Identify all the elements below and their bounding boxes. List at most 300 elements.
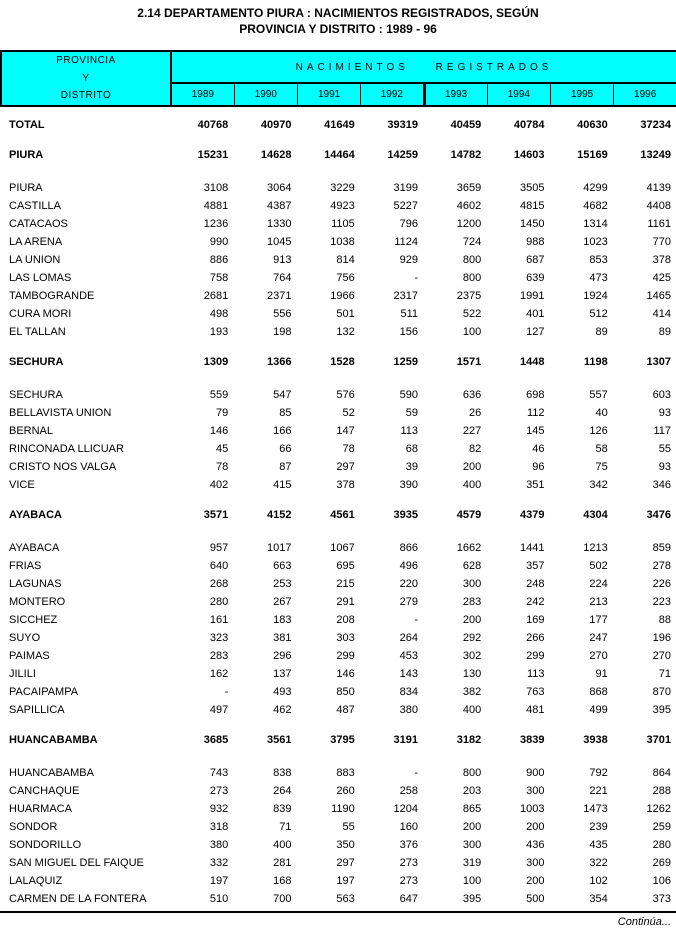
cell-value: 113 xyxy=(526,668,545,680)
cell-value: 496 xyxy=(399,560,418,572)
cell-value: 41649 xyxy=(324,119,355,131)
cell-value: 3571 xyxy=(203,509,229,521)
cell-value: 453 xyxy=(399,650,418,662)
cell-value: 402 xyxy=(209,479,229,491)
district-row xyxy=(0,701,676,719)
cell-value: 264 xyxy=(273,785,292,797)
cell-value: 373 xyxy=(652,893,671,905)
cell-value: 4139 xyxy=(646,182,671,194)
cell-value: 37234 xyxy=(640,119,671,131)
cell-value: 4304 xyxy=(583,509,608,521)
cell-value: 357 xyxy=(526,560,545,572)
cell-value: 1441 xyxy=(520,542,545,554)
cell-value: 547 xyxy=(273,389,292,401)
cell-value: 258 xyxy=(399,785,418,797)
cell-value: 78 xyxy=(216,461,229,473)
cell-value: 395 xyxy=(462,893,482,905)
cell-value: 270 xyxy=(589,650,608,662)
cell-value: 280 xyxy=(209,596,229,608)
cell-value: 93 xyxy=(658,461,671,473)
cell-value: 868 xyxy=(589,686,608,698)
cell-value: 512 xyxy=(589,308,608,320)
cell-value: 100 xyxy=(462,326,482,338)
cell-value: 143 xyxy=(399,668,418,680)
cell-value: 3229 xyxy=(330,182,355,194)
cell-value: 227 xyxy=(462,425,482,437)
cell-value: 59 xyxy=(405,407,418,419)
cell-value: 273 xyxy=(399,875,418,887)
cell-value: 3685 xyxy=(203,734,229,746)
cell-value: 695 xyxy=(336,560,355,572)
cell-value: 1473 xyxy=(583,803,608,815)
cell-value: 1465 xyxy=(646,290,671,302)
row-label: LA ARENA xyxy=(9,236,63,248)
cell-value: 1259 xyxy=(393,356,418,368)
row-label: SECHURA xyxy=(9,389,63,401)
district-row xyxy=(0,872,676,890)
cell-value: 493 xyxy=(273,686,292,698)
cell-value: 302 xyxy=(462,650,482,662)
cell-value: 146 xyxy=(209,425,229,437)
cell-value: 834 xyxy=(399,686,418,698)
cell-value: 687 xyxy=(526,254,545,266)
cell-value: 988 xyxy=(526,236,545,248)
cell-value: 838 xyxy=(273,767,292,779)
cell-value: 4299 xyxy=(583,182,608,194)
cell-value: 758 xyxy=(209,272,229,284)
row-label: CURA MORI xyxy=(9,308,72,320)
cell-value: - xyxy=(414,767,418,779)
cell-value: 3108 xyxy=(203,182,229,194)
cell-value: 242 xyxy=(526,596,545,608)
row-label: VICE xyxy=(9,479,35,491)
cell-value: 318 xyxy=(209,821,229,833)
cell-value: 200 xyxy=(462,461,482,473)
district-row xyxy=(0,629,676,647)
cell-value: 46 xyxy=(532,443,545,455)
district-row xyxy=(0,323,676,341)
row-label: JILILI xyxy=(9,668,36,680)
cell-value: 502 xyxy=(589,560,608,572)
cell-value: 499 xyxy=(589,704,608,716)
district-row xyxy=(0,800,676,818)
cell-value: 220 xyxy=(399,578,418,590)
cell-value: 342 xyxy=(589,479,608,491)
cell-value: 792 xyxy=(589,767,608,779)
cell-value: 296 xyxy=(273,650,292,662)
page-title xyxy=(0,0,676,37)
row-label: MONTERO xyxy=(9,596,66,608)
year-header-1993: 1993 xyxy=(424,83,487,106)
cell-value: 500 xyxy=(526,893,545,905)
cell-value: 3935 xyxy=(393,509,418,521)
cell-value: 957 xyxy=(209,542,229,554)
cell-value: 40768 xyxy=(197,119,229,131)
cell-value: 498 xyxy=(209,308,229,320)
province-row xyxy=(0,494,676,539)
row-label: HUARMACA xyxy=(9,803,72,815)
cell-value: 292 xyxy=(462,632,482,644)
district-row xyxy=(0,305,676,323)
cell-value: 590 xyxy=(399,389,418,401)
cell-value: 198 xyxy=(273,326,292,338)
cell-value: 39319 xyxy=(387,119,418,131)
cell-value: 126 xyxy=(589,425,608,437)
year-header-1992: 1992 xyxy=(361,83,424,106)
cell-value: 75 xyxy=(595,461,608,473)
district-row xyxy=(0,593,676,611)
row-header-line-1: PROVINCIA xyxy=(56,55,116,66)
cell-value: 2371 xyxy=(267,290,292,302)
cell-value: 1991 xyxy=(520,290,545,302)
cell-value: 88 xyxy=(658,614,671,626)
row-label: AYABACA xyxy=(9,509,62,521)
cell-value: 283 xyxy=(462,596,482,608)
cell-value: 3839 xyxy=(520,734,545,746)
cell-value: 197 xyxy=(336,875,355,887)
cell-value: 1213 xyxy=(583,542,608,554)
cell-value: 800 xyxy=(462,254,482,266)
cell-value: 354 xyxy=(589,893,608,905)
cell-value: 743 xyxy=(209,767,229,779)
cell-value: 200 xyxy=(526,875,545,887)
cell-value: 4561 xyxy=(330,509,355,521)
cell-value: 14259 xyxy=(387,149,418,161)
district-row xyxy=(0,269,676,287)
cell-value: 166 xyxy=(273,425,292,437)
row-label: LA UNION xyxy=(9,254,61,266)
cell-value: 68 xyxy=(405,443,418,455)
cell-value: 603 xyxy=(652,389,671,401)
cell-value: 698 xyxy=(526,389,545,401)
cell-value: 300 xyxy=(462,578,482,590)
row-label: SICCHEZ xyxy=(9,614,58,626)
row-header-line-3: DISTRITO xyxy=(60,90,112,101)
cell-value: 866 xyxy=(399,542,418,554)
row-label: TAMBOGRANDE xyxy=(9,290,95,302)
cell-value: 814 xyxy=(336,254,355,266)
province-row xyxy=(0,719,676,764)
row-label: SONDORILLO xyxy=(9,839,82,851)
cell-value: 273 xyxy=(209,785,229,797)
cell-value: 3659 xyxy=(456,182,482,194)
cell-value: 91 xyxy=(595,668,608,680)
row-label: BELLAVISTA UNION xyxy=(9,407,112,419)
row-label: RINCONADA LLICUAR xyxy=(9,443,124,455)
cell-value: 208 xyxy=(336,614,355,626)
cell-value: 177 xyxy=(589,614,608,626)
district-row xyxy=(0,764,676,782)
cell-value: 264 xyxy=(399,632,418,644)
cell-value: 270 xyxy=(652,650,671,662)
cell-value: 1314 xyxy=(583,218,608,230)
cell-value: 796 xyxy=(399,218,418,230)
cell-value: 756 xyxy=(336,272,355,284)
cell-value: 557 xyxy=(589,389,608,401)
district-row xyxy=(0,386,676,404)
cell-value: 273 xyxy=(399,857,418,869)
cell-value: 4408 xyxy=(646,200,671,212)
cell-value: 146 xyxy=(336,668,355,680)
cell-value: 203 xyxy=(462,785,482,797)
cell-value: 724 xyxy=(462,236,482,248)
cell-value: 169 xyxy=(526,614,545,626)
cell-value: 853 xyxy=(589,254,608,266)
cell-value: 1161 xyxy=(647,218,671,230)
cell-value: 3182 xyxy=(456,734,482,746)
district-row xyxy=(0,890,676,908)
cell-value: 346 xyxy=(652,479,671,491)
cell-value: 253 xyxy=(273,578,292,590)
continua-note: Continúa... xyxy=(617,916,671,928)
cell-value: 221 xyxy=(589,785,608,797)
district-row xyxy=(0,557,676,575)
title-line-1: 2.14 DEPARTAMENTO PIURA : NACIMIENTOS REGISTRADOS, SEGÚN xyxy=(137,6,539,20)
cell-value: 200 xyxy=(526,821,545,833)
cell-value: 510 xyxy=(209,893,229,905)
row-label: PAIMAS xyxy=(9,650,50,662)
cell-value: 1105 xyxy=(331,218,355,230)
row-label: TOTAL xyxy=(9,119,45,131)
cell-value: 2681 xyxy=(203,290,229,302)
cell-value: 381 xyxy=(273,632,292,644)
cell-value: 401 xyxy=(526,308,545,320)
cell-value: 93 xyxy=(658,407,671,419)
row-label: CARMEN DE LA FONTERA xyxy=(9,893,147,905)
cell-value: 563 xyxy=(336,893,355,905)
row-header-cell xyxy=(1,51,171,106)
cell-value: 40 xyxy=(595,407,608,419)
cell-value: 297 xyxy=(336,857,355,869)
cell-value: 4881 xyxy=(203,200,229,212)
cell-value: 1017 xyxy=(267,542,292,554)
row-label: LALAQUIZ xyxy=(9,875,63,887)
cell-value: 14782 xyxy=(450,149,482,161)
cell-value: 300 xyxy=(526,857,545,869)
total-row xyxy=(0,107,676,134)
row-label: SAN MIGUEL DEL FAIQUE xyxy=(9,857,144,869)
cell-value: 26 xyxy=(469,407,482,419)
cell-value: 400 xyxy=(462,479,482,491)
cell-value: 883 xyxy=(336,767,355,779)
title-line-2: PROVINCIA Y DISTRITO : 1989 - 96 xyxy=(239,22,437,36)
cell-value: 639 xyxy=(526,272,545,284)
cell-value: 1662 xyxy=(456,542,482,554)
cell-value: 382 xyxy=(462,686,482,698)
cell-value: 71 xyxy=(658,668,671,680)
cell-value: 1023 xyxy=(583,236,608,248)
cell-value: 1448 xyxy=(520,356,545,368)
cell-value: 2375 xyxy=(456,290,482,302)
year-header-1989: 1989 xyxy=(171,83,234,106)
cell-value: - xyxy=(414,614,418,626)
cell-value: 839 xyxy=(273,803,292,815)
cell-value: 380 xyxy=(399,704,418,716)
cell-value: 269 xyxy=(652,857,671,869)
cell-value: 865 xyxy=(462,803,482,815)
cell-value: 1262 xyxy=(646,803,671,815)
cell-value: 200 xyxy=(462,821,482,833)
cell-value: 640 xyxy=(209,560,229,572)
cell-value: 1003 xyxy=(520,803,545,815)
row-label: LAGUNAS xyxy=(9,578,62,590)
cell-value: 278 xyxy=(652,560,671,572)
cell-value: 929 xyxy=(399,254,418,266)
cell-value: 559 xyxy=(209,389,229,401)
row-label: CATACAOS xyxy=(9,218,68,230)
year-header-1996: 1996 xyxy=(614,83,676,106)
cell-value: 300 xyxy=(462,839,482,851)
cell-value: 414 xyxy=(652,308,671,320)
cell-value: 1924 xyxy=(583,290,608,302)
cell-value: 990 xyxy=(209,236,229,248)
cell-value: 415 xyxy=(273,479,292,491)
cell-value: 395 xyxy=(652,704,671,716)
cell-value: 522 xyxy=(462,308,482,320)
year-header-1990: 1990 xyxy=(234,83,297,106)
cell-value: 40970 xyxy=(260,119,292,131)
row-label: PIURA xyxy=(9,149,44,161)
cell-value: 700 xyxy=(273,893,292,905)
cell-value: 288 xyxy=(652,785,671,797)
cell-value: 112 xyxy=(526,407,545,419)
cell-value: 900 xyxy=(526,767,545,779)
cell-value: 40630 xyxy=(577,119,608,131)
district-row xyxy=(0,854,676,872)
district-row xyxy=(0,458,676,476)
row-label: CASTILLA xyxy=(9,200,61,212)
cell-value: 197 xyxy=(209,875,229,887)
cell-value: 299 xyxy=(336,650,355,662)
cell-value: 3064 xyxy=(267,182,292,194)
row-label: EL TALLAN xyxy=(9,326,66,338)
district-row xyxy=(0,539,676,557)
district-row xyxy=(0,647,676,665)
cell-value: 319 xyxy=(462,857,482,869)
cell-value: 100 xyxy=(462,875,482,887)
cell-value: 297 xyxy=(336,461,355,473)
cell-value: 1124 xyxy=(394,236,418,248)
cell-value: 58 xyxy=(595,443,608,455)
cell-value: 932 xyxy=(209,803,229,815)
cell-value: 351 xyxy=(526,479,545,491)
cell-value: 14628 xyxy=(260,149,292,161)
cell-value: 15231 xyxy=(197,149,229,161)
cell-value: 4815 xyxy=(520,200,545,212)
cell-value: 39 xyxy=(405,461,418,473)
row-label: PACAIPAMPA xyxy=(9,686,79,698)
cell-value: 350 xyxy=(336,839,355,851)
cell-value: 323 xyxy=(209,632,229,644)
cell-value: 800 xyxy=(462,767,482,779)
row-label: SUYO xyxy=(9,632,41,644)
cell-value: 1307 xyxy=(646,356,671,368)
cell-value: 3476 xyxy=(646,509,671,521)
cell-value: 1309 xyxy=(203,356,229,368)
district-row xyxy=(0,782,676,800)
cell-value: 162 xyxy=(209,668,229,680)
cell-value: 193 xyxy=(209,326,229,338)
cell-value: 55 xyxy=(342,821,355,833)
cell-value: 913 xyxy=(273,254,292,266)
year-header-1991: 1991 xyxy=(298,83,361,106)
cell-value: 260 xyxy=(336,785,355,797)
cell-value: 96 xyxy=(532,461,545,473)
cell-value: 3191 xyxy=(393,734,418,746)
cell-value: 279 xyxy=(399,596,418,608)
cell-value: 55 xyxy=(658,443,671,455)
cell-value: 435 xyxy=(589,839,608,851)
row-label: SONDOR xyxy=(9,821,58,833)
cell-value: 156 xyxy=(399,326,418,338)
cell-value: 247 xyxy=(589,632,608,644)
cell-value: 1528 xyxy=(330,356,355,368)
row-label: CRISTO NOS VALGA xyxy=(9,461,117,473)
row-header-line-2: Y xyxy=(82,72,90,84)
cell-value: 89 xyxy=(658,326,671,338)
cell-value: 1571 xyxy=(456,356,482,368)
cell-value: 132 xyxy=(336,326,355,338)
row-label: HUANCABAMBA xyxy=(9,767,94,779)
district-row xyxy=(0,611,676,629)
cell-value: 647 xyxy=(399,893,418,905)
cell-value: - xyxy=(224,686,229,698)
cell-value: 283 xyxy=(209,650,229,662)
district-row xyxy=(0,404,676,422)
cell-value: 300 xyxy=(526,785,545,797)
cell-value: 15169 xyxy=(577,149,608,161)
cell-value: 4602 xyxy=(456,200,482,212)
cell-value: 226 xyxy=(652,578,671,590)
cell-value: 400 xyxy=(273,839,292,851)
cell-value: 628 xyxy=(462,560,482,572)
cell-value: 66 xyxy=(279,443,292,455)
cell-value: 14603 xyxy=(513,149,545,161)
cell-value: 1198 xyxy=(583,356,608,368)
row-label: BERNAL xyxy=(9,425,54,437)
cell-value: 40784 xyxy=(513,119,545,131)
cell-value: 3701 xyxy=(646,734,671,746)
cell-value: 462 xyxy=(273,704,292,716)
cell-value: 425 xyxy=(652,272,671,284)
cell-value: 200 xyxy=(462,614,482,626)
province-row xyxy=(0,341,676,386)
header-row-top xyxy=(1,51,676,83)
district-row xyxy=(0,440,676,458)
cell-value: 223 xyxy=(652,596,671,608)
cell-value: 79 xyxy=(216,407,229,419)
district-row xyxy=(0,287,676,305)
cell-value: 224 xyxy=(589,578,608,590)
cell-value: 764 xyxy=(273,272,292,284)
cell-value: 215 xyxy=(336,578,355,590)
cell-value: 183 xyxy=(273,614,292,626)
district-row xyxy=(0,233,676,251)
cell-value: 1190 xyxy=(331,803,355,815)
cell-value: 127 xyxy=(526,326,545,338)
district-row xyxy=(0,251,676,269)
data-table xyxy=(0,107,676,908)
cell-value: 770 xyxy=(652,236,671,248)
cell-value: 3505 xyxy=(520,182,545,194)
cell-value: 1204 xyxy=(393,803,418,815)
cell-value: 267 xyxy=(273,596,292,608)
cell-value: 52 xyxy=(342,407,355,419)
cell-value: 87 xyxy=(279,461,292,473)
cell-value: 45 xyxy=(216,443,229,455)
cell-value: 332 xyxy=(209,857,229,869)
cell-value: 71 xyxy=(279,821,292,833)
